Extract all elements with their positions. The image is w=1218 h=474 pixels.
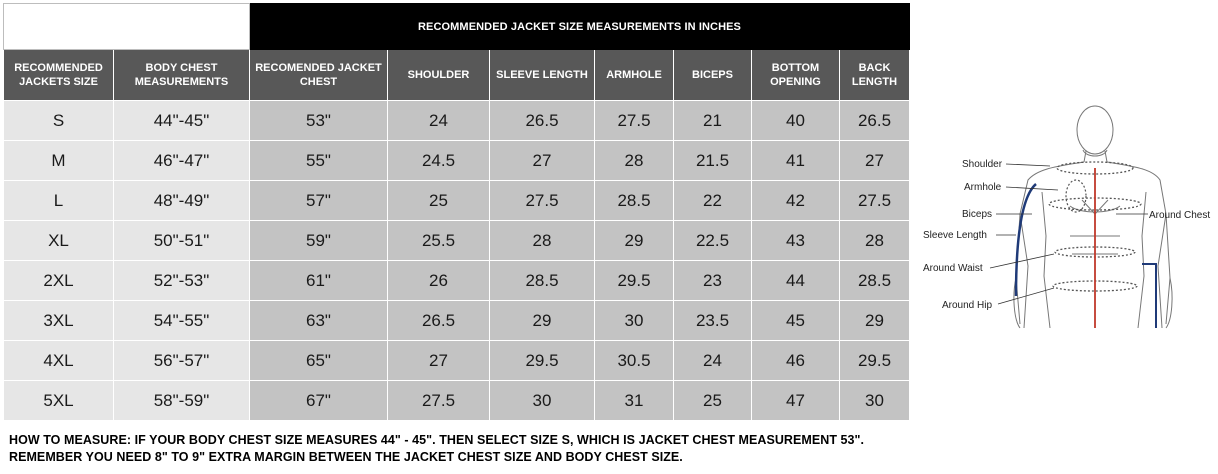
body-measurement-diagram [920, 96, 1218, 336]
measurement-cell: 28.5 [840, 261, 910, 301]
table-row [4, 381, 910, 421]
header-jacket-size [4, 50, 114, 101]
measurement-cell: 25 [388, 181, 490, 221]
measurement-cell: 27 [490, 141, 595, 181]
header-back-length [840, 50, 910, 101]
measurement-cell: 28.5 [490, 261, 595, 301]
label-shoulder: Shoulder [962, 159, 1003, 170]
measurement-cell: 40 [752, 101, 840, 141]
size-cell: 3XL [4, 301, 114, 341]
sleeve-length-line [1016, 184, 1036, 296]
header-biceps [674, 50, 752, 101]
measurement-cell: 27 [840, 141, 910, 181]
header-jacket-chest [250, 50, 388, 101]
header-text: SLEEVE LENGTH [496, 69, 588, 81]
measurement-cell: 28.5 [595, 181, 674, 221]
label-armhole: Armhole [964, 182, 1002, 193]
label-around-hip: Around Hip [942, 300, 993, 311]
body-chest-cell: 52"-53" [114, 261, 250, 301]
measurement-cell: 25 [674, 381, 752, 421]
header-text: BACK [858, 62, 891, 74]
measurement-cell: 30 [840, 381, 910, 421]
table-row [4, 261, 910, 301]
measurement-cell: 22 [674, 181, 752, 221]
measurement-cell: 53" [250, 101, 388, 141]
header-shoulder [388, 50, 490, 101]
measurement-cell: 29.5 [490, 341, 595, 381]
body-chest-cell: 58"-59" [114, 381, 250, 421]
header-text: CHEST [299, 76, 338, 88]
measurement-cell: 55" [250, 141, 388, 181]
measurement-cell: 24.5 [388, 141, 490, 181]
header-sleeve-length [490, 50, 595, 101]
measurement-cell: 30 [595, 301, 674, 341]
measurement-cell: 21.5 [674, 141, 752, 181]
measurement-cell: 27.5 [490, 181, 595, 221]
body-chest-cell: 44"-45" [114, 101, 250, 141]
measurement-cell: 24 [674, 341, 752, 381]
header-armhole [595, 50, 674, 101]
measurement-cell: 67" [250, 381, 388, 421]
measurement-cell: 57" [250, 181, 388, 221]
body-chest-cell: 48"-49" [114, 181, 250, 221]
measurement-cell: 26.5 [388, 301, 490, 341]
instruction-line-2: REMEMBER YOU NEED 8" TO 9" EXTRA MARGIN BETWEEN THE JACKET CHEST SIZE AND BODY CHEST SIZE. [9, 450, 683, 464]
header-text: BICEPS [692, 69, 733, 81]
header-text: RECOMENDED JACKET [255, 62, 382, 74]
table-row [4, 141, 910, 181]
measurement-cell: 45 [752, 301, 840, 341]
size-cell: 5XL [4, 381, 114, 421]
measurement-cell: 29.5 [840, 341, 910, 381]
label-around-chest: Around Chest [1149, 210, 1211, 221]
measurement-cell: 42 [752, 181, 840, 221]
header-body-chest [114, 50, 250, 101]
instruction-line-1: HOW TO MEASURE: IF YOUR BODY CHEST SIZE MEASURES 44" - 45". THEN SELECT SIZE S, WHICH IS JACKET CHEST MEASUREMENT 53". [9, 433, 865, 447]
table-row [4, 221, 910, 261]
table-title: RECOMMENDED JACKET SIZE MEASUREMENTS IN INCHES [250, 4, 910, 50]
measurement-cell: 26 [388, 261, 490, 301]
size-cell: L [4, 181, 114, 221]
measurement-cell: 63" [250, 301, 388, 341]
measurement-cell: 61" [250, 261, 388, 301]
measurement-cell: 22.5 [674, 221, 752, 261]
table-row [4, 181, 910, 221]
header-text: ARMHOLE [606, 69, 662, 81]
measurement-cell: 44 [752, 261, 840, 301]
header-text: JACKETS SIZE [19, 76, 98, 88]
header-bottom-opening [752, 50, 840, 101]
measurement-cell: 29 [840, 301, 910, 341]
title-row [4, 4, 910, 50]
measurement-cell: 23 [674, 261, 752, 301]
blank-corner-cell [4, 4, 250, 50]
measurement-cell: 59" [250, 221, 388, 261]
measurement-cell: 26.5 [840, 101, 910, 141]
size-cell: S [4, 101, 114, 141]
measurement-cell: 28 [490, 221, 595, 261]
header-text: OPENING [770, 76, 821, 88]
size-chart-table [3, 3, 910, 421]
measurement-cell: 28 [840, 221, 910, 261]
table-row [4, 341, 910, 381]
measurement-cell: 65" [250, 341, 388, 381]
size-cell: M [4, 141, 114, 181]
label-sleeve-length: Sleeve Length [923, 230, 987, 241]
measurement-cell: 26.5 [490, 101, 595, 141]
measurement-guides [1016, 162, 1156, 328]
measurement-cell: 41 [752, 141, 840, 181]
table-body [4, 101, 910, 421]
measurement-cell: 28 [595, 141, 674, 181]
measurement-cell: 30 [490, 381, 595, 421]
measurement-cell: 29 [490, 301, 595, 341]
label-biceps: Biceps [962, 209, 993, 220]
measurement-cell: 27.5 [840, 181, 910, 221]
measurement-cell: 23.5 [674, 301, 752, 341]
measurement-cell: 27 [388, 341, 490, 381]
header-text: BOTTOM [771, 62, 820, 74]
measurement-cell: 29.5 [595, 261, 674, 301]
measurement-cell: 25.5 [388, 221, 490, 261]
measurement-cell: 46 [752, 341, 840, 381]
body-chest-cell: 54"-55" [114, 301, 250, 341]
measurement-cell: 31 [595, 381, 674, 421]
header-row [4, 50, 910, 101]
measurement-cell: 43 [752, 221, 840, 261]
measurement-cell: 27.5 [388, 381, 490, 421]
measurement-cell: 30.5 [595, 341, 674, 381]
measurement-cell: 21 [674, 101, 752, 141]
header-text: SHOULDER [407, 69, 470, 81]
header-text: RECOMMENDED [14, 62, 103, 74]
measurement-cell: 27.5 [595, 101, 674, 141]
header-text: BODY CHEST [145, 62, 218, 74]
table-row [4, 101, 910, 141]
label-around-waist: Around Waist [923, 263, 983, 274]
measurement-cell: 29 [595, 221, 674, 261]
size-cell: XL [4, 221, 114, 261]
body-chest-cell: 50"-51" [114, 221, 250, 261]
size-cell: 2XL [4, 261, 114, 301]
size-cell: 4XL [4, 341, 114, 381]
measurement-cell: 24 [388, 101, 490, 141]
measure-instructions [9, 432, 864, 466]
body-chest-cell: 56"-57" [114, 341, 250, 381]
measurement-cell: 47 [752, 381, 840, 421]
body-chest-cell: 46"-47" [114, 141, 250, 181]
table-row [4, 301, 910, 341]
header-text: LENGTH [851, 76, 898, 88]
header-text: MEASUREMENTS [134, 76, 229, 88]
